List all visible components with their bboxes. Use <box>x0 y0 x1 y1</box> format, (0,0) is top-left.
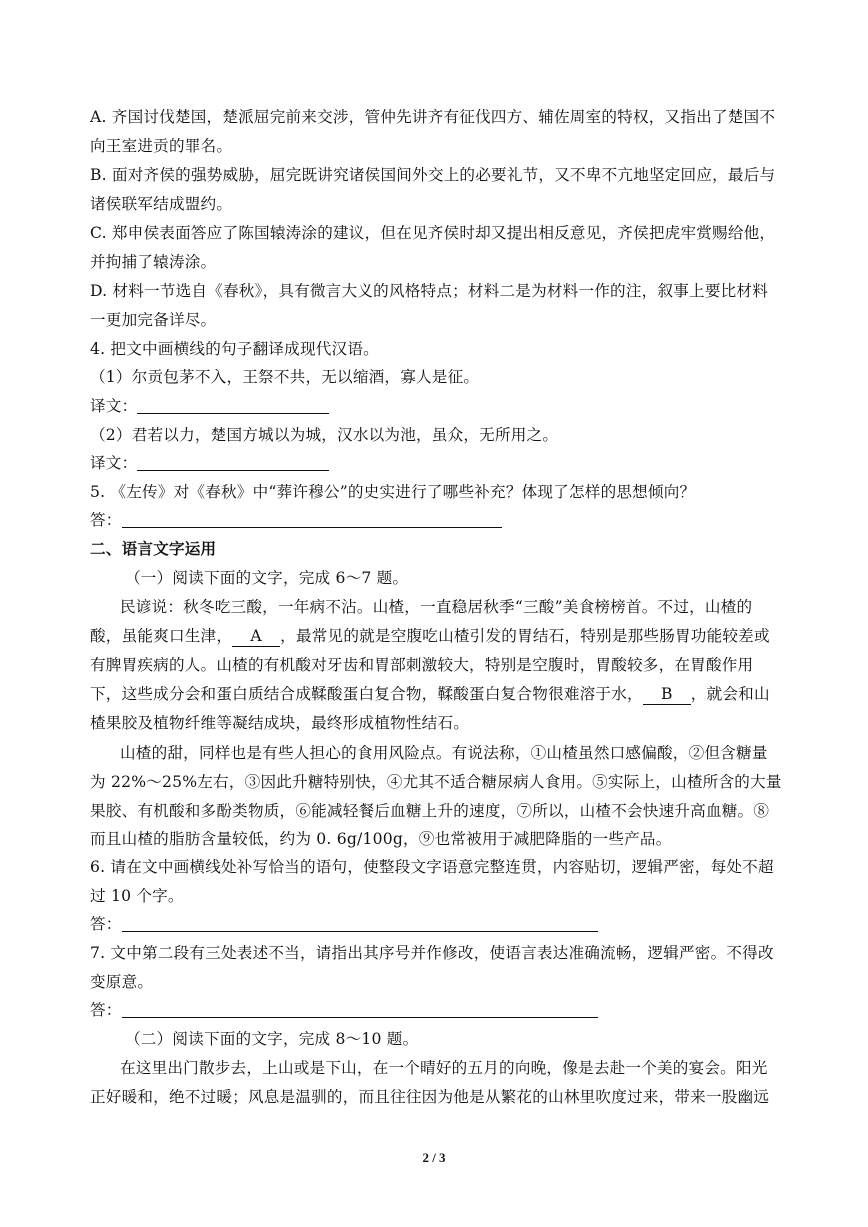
option-c-line1: C. 郑申侯表面答应了陈国辕涛涂的建议，但在见齐侯时却又提出相反意见，齐侯把虎牢赏赐给他， <box>90 224 776 242</box>
q4-sentence-2: （2）君若以力，楚国方城以为城，汉水以为池，虽众，无所用之。 <box>90 426 559 444</box>
answer-label: 答： <box>90 1001 122 1019</box>
option-d-line1: D. 材料一节选自《春秋》，具有微言大义的风格特点；材料二是为材料一作的注，叙事上要比材料 <box>90 282 768 300</box>
answer-label: 答： <box>90 915 122 933</box>
passage1-line: 有脾胃疾病的人。山楂的有机酸对牙齿和胃部刺激较大，特别是空腹时，胃酸较多，在胃酸作用 <box>90 656 754 674</box>
passage3-line: 正好暖和，绝不过暖；风息是温驯的，而且往往因为他是从繁花的山林里吹度过来，带来一股幽远 <box>90 1088 770 1106</box>
answer-blank[interactable] <box>137 454 329 471</box>
q7-stem-line1: 7. 文中第二段有三处表述不当，请指出其序号并作修改，使语言表达准确流畅，逻辑严密。不得改 <box>90 944 774 962</box>
blank-a[interactable]: A <box>232 626 280 647</box>
passage-text: ，就会和山 <box>690 685 770 703</box>
q4-answer-row-1 <box>90 396 780 416</box>
passage1-line <box>90 626 780 647</box>
passage1-line: 楂果胶及植物纤维等凝结成块，最终形成植物性结石。 <box>90 714 470 732</box>
q4-sentence-1: （1）尔贡包茅不入，王祭不共，无以缩酒，寡人是征。 <box>90 368 480 386</box>
page-number: 2 / 3 <box>422 1150 446 1165</box>
passage1-line <box>90 684 780 705</box>
q5-stem: 5. 《左传》对《春秋》中“葬许穆公”的史实进行了哪些补充？体现了怎样的思想倾向？ <box>90 483 696 501</box>
q4-stem: 4. 把文中画横线的句子翻译成现代汉语。 <box>90 340 379 358</box>
option-d-line2: 一更加完备详尽。 <box>90 311 217 329</box>
q6-stem-line1: 6. 请在文中画横线处补写恰当的语句，使整段文字语意完整连贯，内容贴切，逻辑严密，每处不超 <box>90 858 774 876</box>
passage2-line: 为 22%～25%左右，③因此升糖特别快，④尤其不适合糖尿病人食用。⑤实际上，山楂所含的大量 <box>90 773 782 791</box>
answer-blank[interactable] <box>122 511 502 528</box>
part1-intro: （一）阅读下面的文字，完成 6～7 题。 <box>125 569 409 587</box>
q6-stem-line2: 过 10 个字。 <box>90 887 184 905</box>
passage2-line: 果胶、有机酸和多酚类物质，⑥能减轻餐后血糖上升的速度，⑦所以，山楂不会快速升高血糖。⑧ <box>90 802 770 820</box>
passage2-line: 而且山楂的脂肪含量较低，约为 0. 6g/100g，⑨也常被用于减肥降脂的一些产品。 <box>90 830 672 848</box>
option-a-line1: A. 齐国讨伐楚国，楚派屈完前来交涉，管仲先讲齐有征伐四方、辅佐周室的特权，又指出了楚国不 <box>90 108 776 126</box>
option-a-line2: 向王室进贡的罪名。 <box>90 137 233 155</box>
answer-blank[interactable] <box>122 1001 598 1018</box>
blank-b[interactable]: B <box>643 684 691 705</box>
option-b-line1: B. 面对齐侯的强势威胁，屈完既讲究诸侯国间外交上的必要礼节，又不卑不亢地坚定回应，最后与 <box>90 166 776 184</box>
option-b-line2: 诸侯联军结成盟约。 <box>90 195 233 213</box>
q5-answer-row <box>90 510 780 530</box>
answer-label: 答： <box>90 511 122 529</box>
part2-intro: （二）阅读下面的文字，完成 8～10 题。 <box>125 1030 419 1048</box>
translation-label: 译文： <box>90 454 138 472</box>
answer-blank[interactable] <box>137 397 329 414</box>
q4-answer-row-2 <box>90 453 780 473</box>
passage-text: 下，这些成分会和蛋白质结合成鞣酸蛋白复合物，鞣酸蛋白复合物很难溶于水， <box>90 685 643 703</box>
passage-text: 酸，虽能爽口生津， <box>90 627 233 645</box>
option-c-line2: 并拘捕了辕涛涂。 <box>90 253 217 271</box>
passage1-line: 民谚说：秋冬吃三酸，一年病不沾。山楂，一直稳居秋季“三酸”美食榜榜首。不过，山楂的 <box>120 598 753 616</box>
section-heading: 二、语言文字运用 <box>90 540 217 558</box>
q7-answer-row <box>90 1000 780 1020</box>
passage3-line: 在这里出门散步去，上山或是下山，在一个晴好的五月的向晚，像是去赴一个美的宴会。阳光 <box>120 1059 768 1077</box>
passage2-line: 山楂的甜，同样也是有些人担心的食用风险点。有说法称，①山楂虽然口感偏酸，②但含糖量 <box>120 744 768 762</box>
answer-blank[interactable] <box>122 915 598 932</box>
q7-stem-line2: 变原意。 <box>90 973 154 991</box>
q6-answer-row <box>90 914 780 934</box>
translation-label: 译文： <box>90 397 138 415</box>
passage-text: ，最常见的就是空腹吃山楂引发的胃结石，特别是那些肠胃功能较差或 <box>280 627 770 645</box>
